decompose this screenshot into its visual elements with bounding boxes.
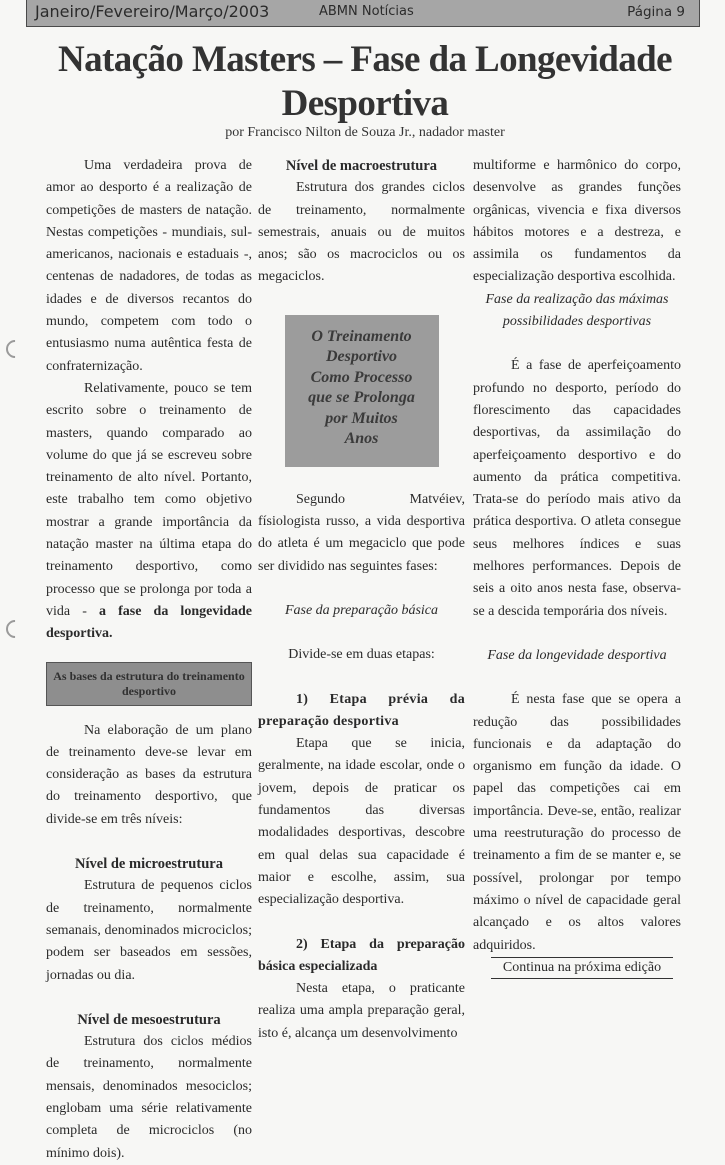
stage2-continued-paragraph: multiforme e harmônico do corpo, desenvolve as grandes funções orgânicas, vivencia e fixa diversos hábitos motores e a destreza, e assimila os fundamentos da especialização desportiva escolhida.: [473, 158, 681, 285]
micro-paragraph: Estrutura de pequenos ciclos de treinamento, normalmente semanais, denominados microciclos; podem ser baseados em sessões, jornadas ou dia.: [46, 878, 252, 983]
stage2-heading: 2) Etapa da preparação básica especializada: [258, 936, 465, 974]
micro-heading: Nível de microestrutura: [75, 856, 223, 873]
pull-quote-box: [285, 315, 439, 467]
divide-text: Divide-se em duas etapas:: [288, 647, 435, 663]
longevity-paragraph: É nesta fase que se opera a redução das possibilidades funcionais e da adaptação do organismo em função da idade. O papel das competições cai em importância. Deve-se, então, realizar uma reestruturação do processo de treinamento a fim de se manter e, se possível, prolongar por tempo máximo o nível de capacidade geral alcançado e os altos valores adquiridos.: [473, 692, 681, 953]
macro-paragraph: Estrutura dos grandes ciclos de treinamento, normalmente semestrais, anuais ou de muitos anos; são os macrociclos ou os megaciclos.: [258, 180, 465, 285]
column-2: [258, 155, 465, 1045]
pullquote-line: Anos: [344, 430, 379, 448]
phase-basic-heading: Fase da preparação básica: [284, 602, 439, 618]
objective-emphasis: a fase da longevidade desportiva.: [46, 603, 252, 642]
objective-text: Relativamente, pouco se tem escrito sobre o treinamento de masters, quando comparado ao volume do que já se escreveu sobre treinamento de alto nível. Portanto, este trabalho tem como objetivo mostrar a grande importância da natação master na última etapa do treinamento desportivo, como processo que se prolonga por toda a vida -: [46, 380, 252, 619]
column-1: [46, 155, 252, 1165]
column-3: [473, 155, 681, 979]
structure-paragraph: Na elaboração de um plano de treinamento deve-se levar em consideração as bases da estrutura do treinamento desportivo, que divide-se em três níveis:: [46, 722, 252, 827]
issue-date: Janeiro/Fevereiro/Março/2003: [35, 2, 270, 21]
binder-hole-mark-icon: [2, 616, 27, 641]
section-heading-box: As bases da estrutura do treinamento desportivo: [46, 662, 252, 706]
pullquote-line: Como Processo: [310, 368, 413, 386]
article-byline: por Francisco Nilton de Souza Jr., nadador master: [225, 125, 505, 140]
phase-longevity-heading: Fase da longevidade desportiva: [487, 647, 667, 663]
matveiev-paragraph: Segundo Matvéiev, físiologista russo, a vida desportiva do atleta é um megaciclo que pode ser dividido nas seguintes fases:: [258, 491, 465, 574]
publication-name: ABMN Notícias: [319, 4, 414, 19]
stage2-paragraph: Nesta etapa, o praticante realiza uma ampla preparação geral, isto é, alcança um desenvolvimento: [258, 981, 465, 1041]
page-number: Página 9: [627, 4, 685, 20]
realization-paragraph: É a fase de aperfeiçoamento profundo no desporto, período do florescimento das capacidades desportivas, da assimilação do aperfeiçoamento desportivo e do aumento da prática competitiva. Trata-se do período mais ativo da prática desportiva. O atleta consegue seus melhores índices e suas melhores performances. Depois de seis a oito anos nesta fase, observa-se a descida temporária dos níveis.: [473, 358, 681, 619]
pullquote-line: Desportivo: [325, 348, 398, 366]
stage1-heading: 1) Etapa prévia da preparação desportiva: [258, 691, 465, 729]
page-header-bar: [26, 0, 700, 27]
meso-paragraph: Estrutura dos ciclos médios de treinamento, normalmente mensais, denominados mesociclos; englobam uma série relativamente completa de microciclos (no mínimo dois).: [46, 1034, 252, 1161]
article-title: Natação Masters – Fase da Longevidade Desportiva: [58, 39, 672, 124]
pullquote-line: por Muitos: [325, 409, 398, 427]
stage1-paragraph: Etapa que se inicia, geralmente, na idade escolar, onde o jovem, depois de praticar os fundamentos das diversas modalidades desportivas, descobre em qual delas sua capacidade é maior e escolhe, assim, sua especialização desportiva.: [258, 736, 465, 908]
binder-hole-mark-icon: [2, 336, 27, 361]
pullquote-line: que se Prolonga: [308, 389, 415, 407]
phase-realization-heading: Fase da realização das máximas possibilidades desportivas: [485, 291, 669, 330]
macro-heading: Nível de macroestrutura: [285, 158, 438, 174]
objective-paragraph: [46, 378, 252, 646]
continued-next-edition-note: Continua na próxima edição: [491, 957, 673, 979]
intro-paragraph: Uma verdadeira prova de amor ao desporto é a realização de competições de masters de natação. Nestas competições - mundiais, sul-americanos, nacionais e estaduais -, centenas de nadadores, de todas as idades e de diversos recantos do mundo, competem com todo o entusiasmo numa autêntica festa de confraternização.: [46, 158, 252, 374]
meso-heading: Nível de mesoestrutura: [77, 1011, 221, 1028]
pullquote-line: O Treinamento: [311, 327, 412, 345]
